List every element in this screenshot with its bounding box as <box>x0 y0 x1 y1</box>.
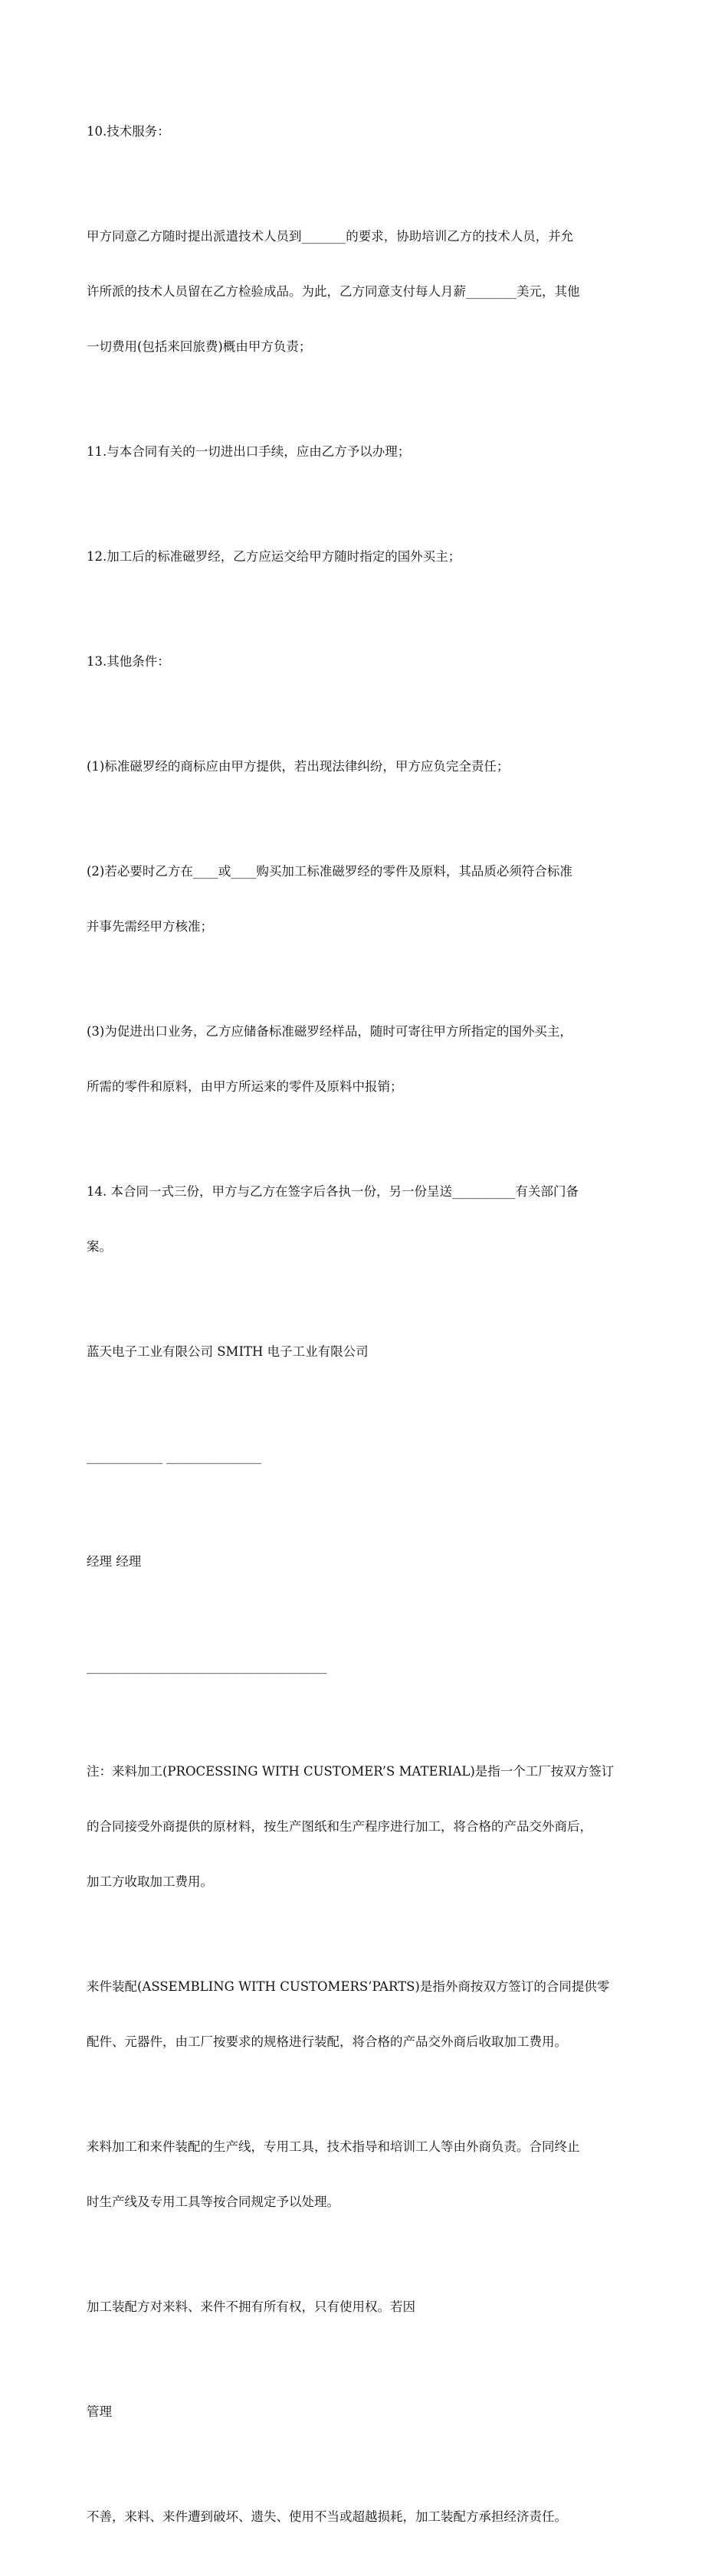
text-line: 加工方收取加工费用。 <box>87 1874 213 1889</box>
note-ownership <box>87 2261 654 2353</box>
text-line: 14. 本合同一式三份，甲方与乙方在签字后各执一份，另一份呈送__________有关部门备 <box>87 1184 579 1199</box>
section-14 <box>87 1146 654 1293</box>
section-13-heading <box>87 616 654 708</box>
note-production-line <box>87 2101 654 2248</box>
section-13-item-1 <box>87 721 654 813</box>
text-line: 10.技术服务： <box>87 124 170 139</box>
note-liability <box>87 2471 654 2563</box>
text-line: (2)若必要时乙方在____或____购买加工标准磁罗经的零件及原料，其品质必须符合标准 <box>87 864 572 879</box>
signature-lines <box>87 1411 654 1503</box>
text-line: 并事先需经甲方核准； <box>87 919 213 934</box>
text-line: 经理 经理 <box>87 1554 142 1569</box>
text-line: 所需的零件和原料，由甲方所运来的零件及原料中报销； <box>87 1079 403 1094</box>
text-line: 来件装配(ASSEMBLING WITH CUSTOMERS’PARTS)是指外商按双方签订的合同提供零 <box>87 1979 610 1994</box>
text-line: 不善，来料、来件遭到破坏、遗失、使用不当或超越损耗，加工装配方承担经济责任。 <box>87 2509 567 2524</box>
company-names <box>87 1306 654 1398</box>
text-line: (3)为促进出口业务，乙方应储备标准磁罗经样品，随时可寄往甲方所指定的国外买主， <box>87 1024 572 1039</box>
text-line: 时生产线及专用工具等按合同规定予以处理。 <box>87 2195 339 2209</box>
text-line: 12.加工后的标准磁罗经，乙方应运交给甲方随时指定的国外买主； <box>87 549 461 564</box>
manager-titles <box>87 1516 654 1608</box>
text-line: 来料加工和来件装配的生产线，专用工具，技术指导和培训工人等由外商负责。合同终止 <box>87 2139 580 2154</box>
text-line: 许所派的技术人员留在乙方检验成品。为此，乙方同意支付每人月薪________美元，其他 <box>87 284 580 299</box>
section-11 <box>87 406 654 498</box>
text-line: 一切费用(包括来回旅费)概由甲方负责； <box>87 339 312 354</box>
text-line: (1)标准磁罗经的商标应由甲方提供，若出现法律纠纷，甲方应负完全责任； <box>87 759 510 774</box>
text-line: 甲方同意乙方随时提出派遣技术人员到_______的要求，协助培训乙方的技术人员，并允 <box>87 229 574 244</box>
note-assembling <box>87 1941 654 2088</box>
text-line: 11.与本合同有关的一切进出口手续，应由乙方予以办理； <box>87 444 411 459</box>
text-line: 案。 <box>87 1239 112 1254</box>
text-line: ______________________________________ <box>87 1659 327 1674</box>
text-line: ____________ _______________ <box>87 1449 261 1464</box>
text-line: 13.其他条件： <box>87 654 170 669</box>
text-line: 加工装配方对来料、来件不拥有所有权，只有使用权。若因 <box>87 2299 415 2314</box>
section-12 <box>87 511 654 603</box>
divider-line <box>87 1621 654 1713</box>
section-13-item-2 <box>87 826 654 973</box>
note-processing <box>87 1726 654 1928</box>
note-management <box>87 2366 654 2458</box>
text-line: 注：来料加工(PROCESSING WITH CUSTOMER’S MATERIAL)是指一个工厂按双方签订 <box>87 1764 615 1779</box>
section-13-item-3 <box>87 986 654 1133</box>
document-page <box>87 86 654 2576</box>
text-line: 的合同接受外商提供的原材料，按生产图纸和生产程序进行加工，将合格的产品交外商后， <box>87 1819 592 1834</box>
section-10-heading <box>87 86 654 178</box>
text-line: 管理 <box>87 2404 112 2419</box>
text-line: 蓝天电子工业有限公司 SMITH 电子工业有限公司 <box>87 1344 369 1359</box>
section-10-body <box>87 191 654 393</box>
text-line: 配件、元器件，由工厂按要求的规格进行装配，将合格的产品交外商后收取加工费用。 <box>87 2034 567 2049</box>
